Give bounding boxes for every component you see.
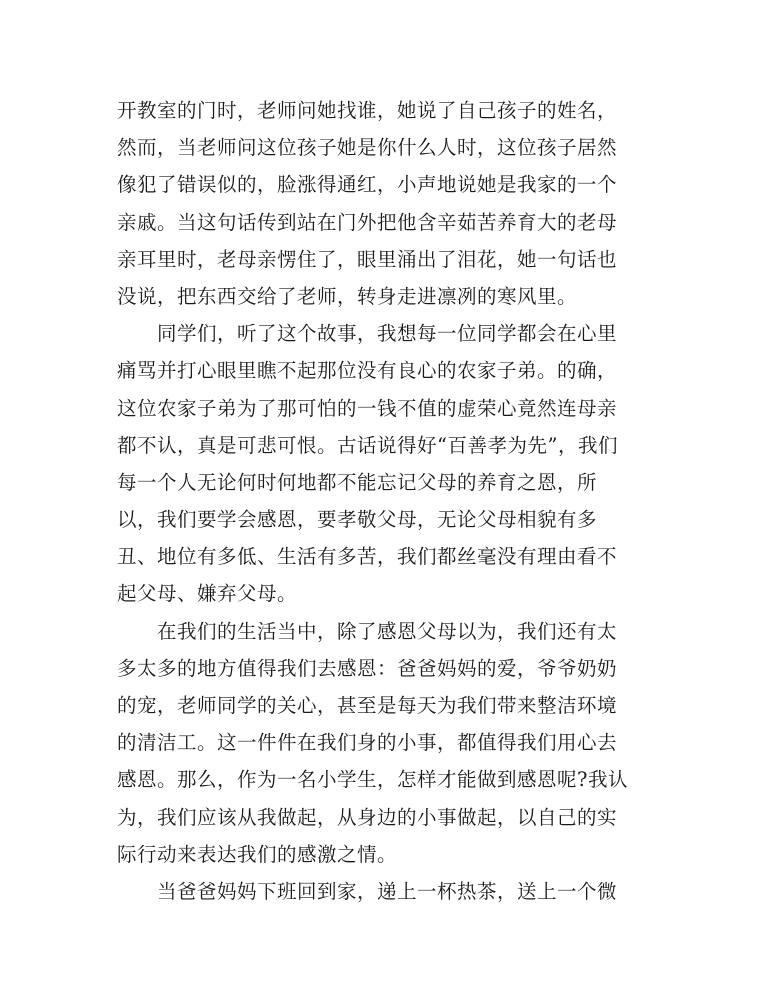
text-line: 痛骂并打心眼里瞧不起那位没有良心的农家子弟。的确， bbox=[117, 359, 618, 383]
text-line: 没说，把东西交给了老师，转身走进凛冽的寒风里。 bbox=[117, 284, 578, 308]
text-line: 丑、地位有多低、生活有多苦，我们都丝毫没有理由看不 bbox=[117, 545, 618, 569]
text-line: 开教室的门时，老师问她找谁，她说了自己孩子的姓名， bbox=[117, 99, 618, 122]
text-line: 然而，当老师问这位孩子她是你什么人时，这位孩子居然 bbox=[117, 136, 618, 160]
text-line: 感恩。那么，作为一名小学生，怎样才能做到感恩呢?我认 bbox=[117, 768, 628, 792]
text-line: 的宠，老师同学的关心，甚至是每天为我们带来整洁环境 bbox=[117, 694, 618, 717]
text-line: 亲戚。当这句话传到站在门外把他含辛茹苦养育大的老母 bbox=[117, 210, 618, 234]
text-line: 际行动来表达我们的感激之情。 bbox=[117, 842, 398, 866]
text-line: 这位农家子弟为了那可怕的一钱不值的虚荣心竟然连母亲 bbox=[117, 396, 618, 420]
text-line: 以，我们要学会感恩，要孝敬父母，无论父母相貌有多 bbox=[117, 508, 598, 532]
text-line: 多太多的地方值得我们去感恩：爸爸妈妈的爱，爷爷奶奶 bbox=[117, 656, 618, 680]
text-line: 每一个人无论何时何地都不能忘记父母的养育之恩，所 bbox=[117, 470, 598, 494]
text-line: 起父母、嫌弃父母。 bbox=[117, 582, 298, 606]
text-line: 像犯了错误似的，脸涨得通红，小声地说她是我家的一个 bbox=[117, 173, 618, 197]
text-line: 同学们，听了这个故事，我想每一位同学都会在心里 bbox=[157, 322, 618, 346]
text-line: 在我们的生活当中，除了感恩父母以为，我们还有太 bbox=[157, 619, 618, 643]
text-line: 亲耳里时，老母亲愣住了，眼里涌出了泪花，她一句话也 bbox=[117, 247, 618, 271]
text-line: 为，我们应该从我做起，从身边的小事做起，以自己的实 bbox=[117, 805, 618, 829]
text-line: 的清洁工。这一件件在我们身的小事，都值得我们用心去 bbox=[117, 731, 618, 755]
text-line: 当爸爸妈妈下班回到家，递上一杯热茶，送上一个微 bbox=[157, 879, 618, 903]
text-line: 都不认，真是可悲可恨。古话说得好“百善孝为先”，我们 bbox=[117, 433, 618, 457]
document-body bbox=[117, 92, 657, 910]
